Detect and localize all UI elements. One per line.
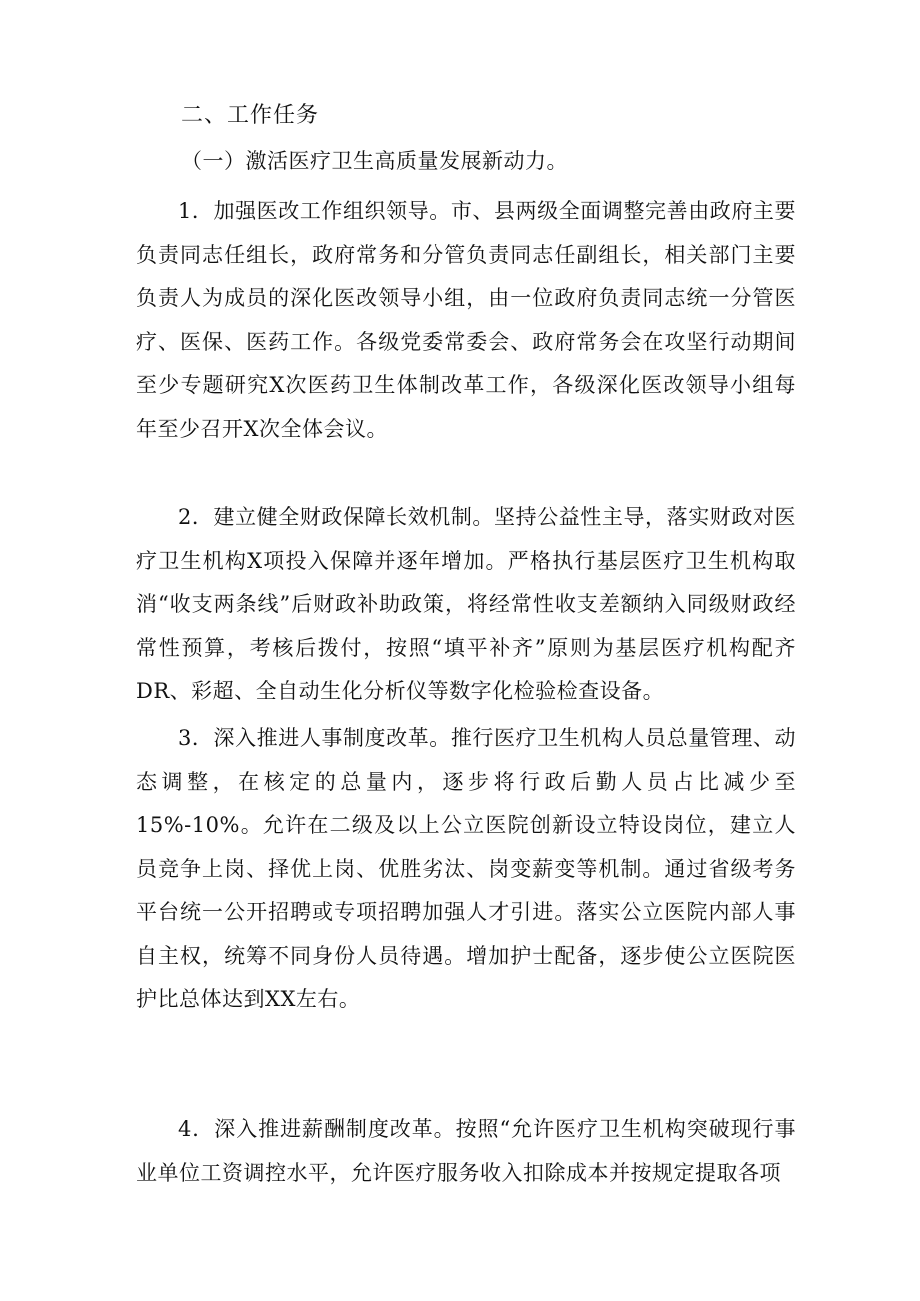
section-heading: 二、工作任务 bbox=[181, 103, 320, 128]
paragraph-2 bbox=[136, 496, 796, 714]
paragraph-text: 3．深入推进人事制度改革。推行医疗卫生机构人员总量管理、动态调整，在核定的总量内，逐步将行政后勤人员占比减少至15%-10%。允许在二级及以上公立医院创新设立特设岗位，建立人员竞争上岗、择优上岗、优胜劣汰、岗变薪变等机制。通过省级考务平台统一公开招聘或专项招聘加强人才引进。落实公立医院内部人事自主权，统筹不同身份人员待遇。增加护士配备，逐步使公立医院医护比总体达到XX左右。 bbox=[136, 726, 796, 1011]
paragraph-text: 2．建立健全财政保障长效机制。坚持公益性主导，落实财政对医疗卫生机构X项投入保障并逐年增加。严格执行基层医疗卫生机构取消“收支两条线”后财政补助政策，将经常性收支差额纳入同级财政经常性预算，考核后拨付，按照“填平补齐”原则为基层医疗机构配齐DR、彩超、全自动生化分析仪等数字化检验检查设备。 bbox=[136, 505, 796, 703]
subsection-heading: （一）激活医疗卫生高质量发展新动力。 bbox=[181, 149, 568, 173]
paragraph-4 bbox=[136, 1108, 796, 1195]
paragraph-text: 4．深入推进薪酬制度改革。按照“允许医疗卫生机构突破现行事业单位工资调控水平，允许医疗服务收入扣除成本并按规定提取各项 bbox=[136, 1117, 796, 1185]
paragraph-3 bbox=[136, 717, 796, 1022]
paragraph-1 bbox=[136, 190, 796, 451]
paragraph-text: 1．加强医改工作组织领导。市、县两级全面调整完善由政府主要负责同志任组长，政府常务和分管负责同志任副组长，相关部门主要负责人为成员的深化医改领导小组，由一位政府负责同志统一分管医疗、医保、医药工作。各级党委常委会、政府常务会在攻坚行动期间至少专题研究X次医药卫生体制改革工作，各级深化医改领导小组每年至少召开X次全体会议。 bbox=[136, 199, 796, 441]
